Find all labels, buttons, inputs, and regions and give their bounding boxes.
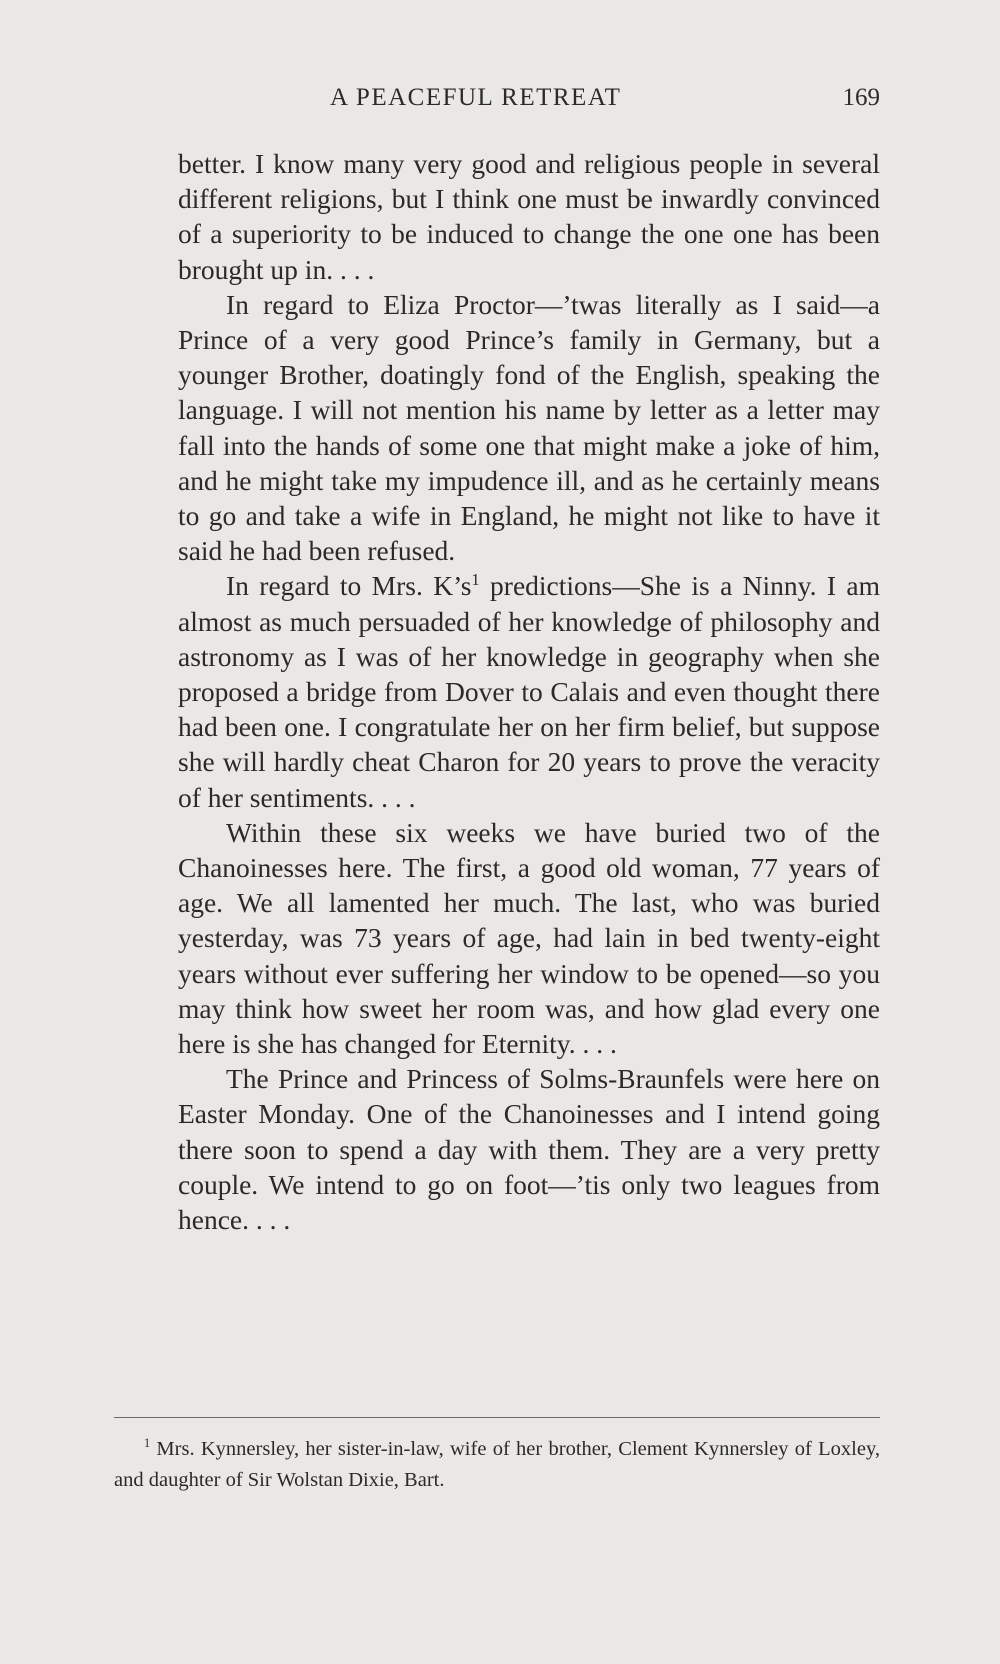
- paragraph-3-rest: predictions—She is a Ninny. I am almost as much persuaded of her knowledge of philosophy and astronomy as I was of her knowledge in geography when she proposed a bridge from Dover to Calais and even thought there had been one. I congratulate her on her firm belief, but suppose she will hardly cheat Charon for 20 years to prove the veracity of her sentiments. . . .: [178, 570, 880, 813]
- running-head: [178, 84, 880, 120]
- paragraph-1: better. I know many very good and religious people in several different religions, but I think one must be inwardly convinced of a superiority to be induced to change the one one has been brought up in. . . .: [178, 148, 880, 285]
- page-number: 169: [842, 84, 880, 111]
- paragraph-5: The Prince and Princess of Solms-Braunfels were here on Easter Monday. One of the Chanoinesses and I intend going there soon to spend a day with them. They are a very pretty couple. We intend to go on foot—’tis only two leagues from hence. . . .: [178, 1063, 880, 1236]
- footnote-reference: 1: [471, 570, 480, 590]
- paragraph-2: In regard to Eliza Proctor—’twas literally as I said—a Prince of a very good Prince’s family in Germany, but a younger Brother, doatingly fond of the English, speaking the language. I will not mention his name by letter as a letter may fall into the hands of some one that might make a joke of him, and he might take my impudence ill, and as he certainly means to go and take a wife in England, he might not like to have it said he had been refused.: [178, 288, 880, 567]
- running-title: A PEACEFUL RETREAT: [330, 84, 622, 111]
- paragraph-3-start: In regard to Mrs. K’s: [226, 570, 472, 602]
- footnote-text: Mrs. Kynnersley, her sister-in-law, wife of her brother, Clement Kynnersley of Loxley, and daughter of Sir Wolstan Dixie, Bart.: [114, 1438, 880, 1491]
- paragraph-4: Within these six weeks we have buried two of the Chanoinesses here. The first, a good old woman, 77 years of age. We all lamented her much. The last, who was buried yesterday, was 73 years of age, had lain in bed twenty-eight years without ever suffering her window to be opened—so you may think how sweet her room was, and how glad every one here is she has changed for Eternity. . . .: [178, 816, 880, 1060]
- footnote-marker: 1: [144, 1436, 151, 1451]
- footnote: [114, 1434, 880, 1496]
- body-text: [178, 146, 880, 1237]
- paragraph-3: [178, 568, 880, 814]
- footnote-divider: [114, 1417, 880, 1418]
